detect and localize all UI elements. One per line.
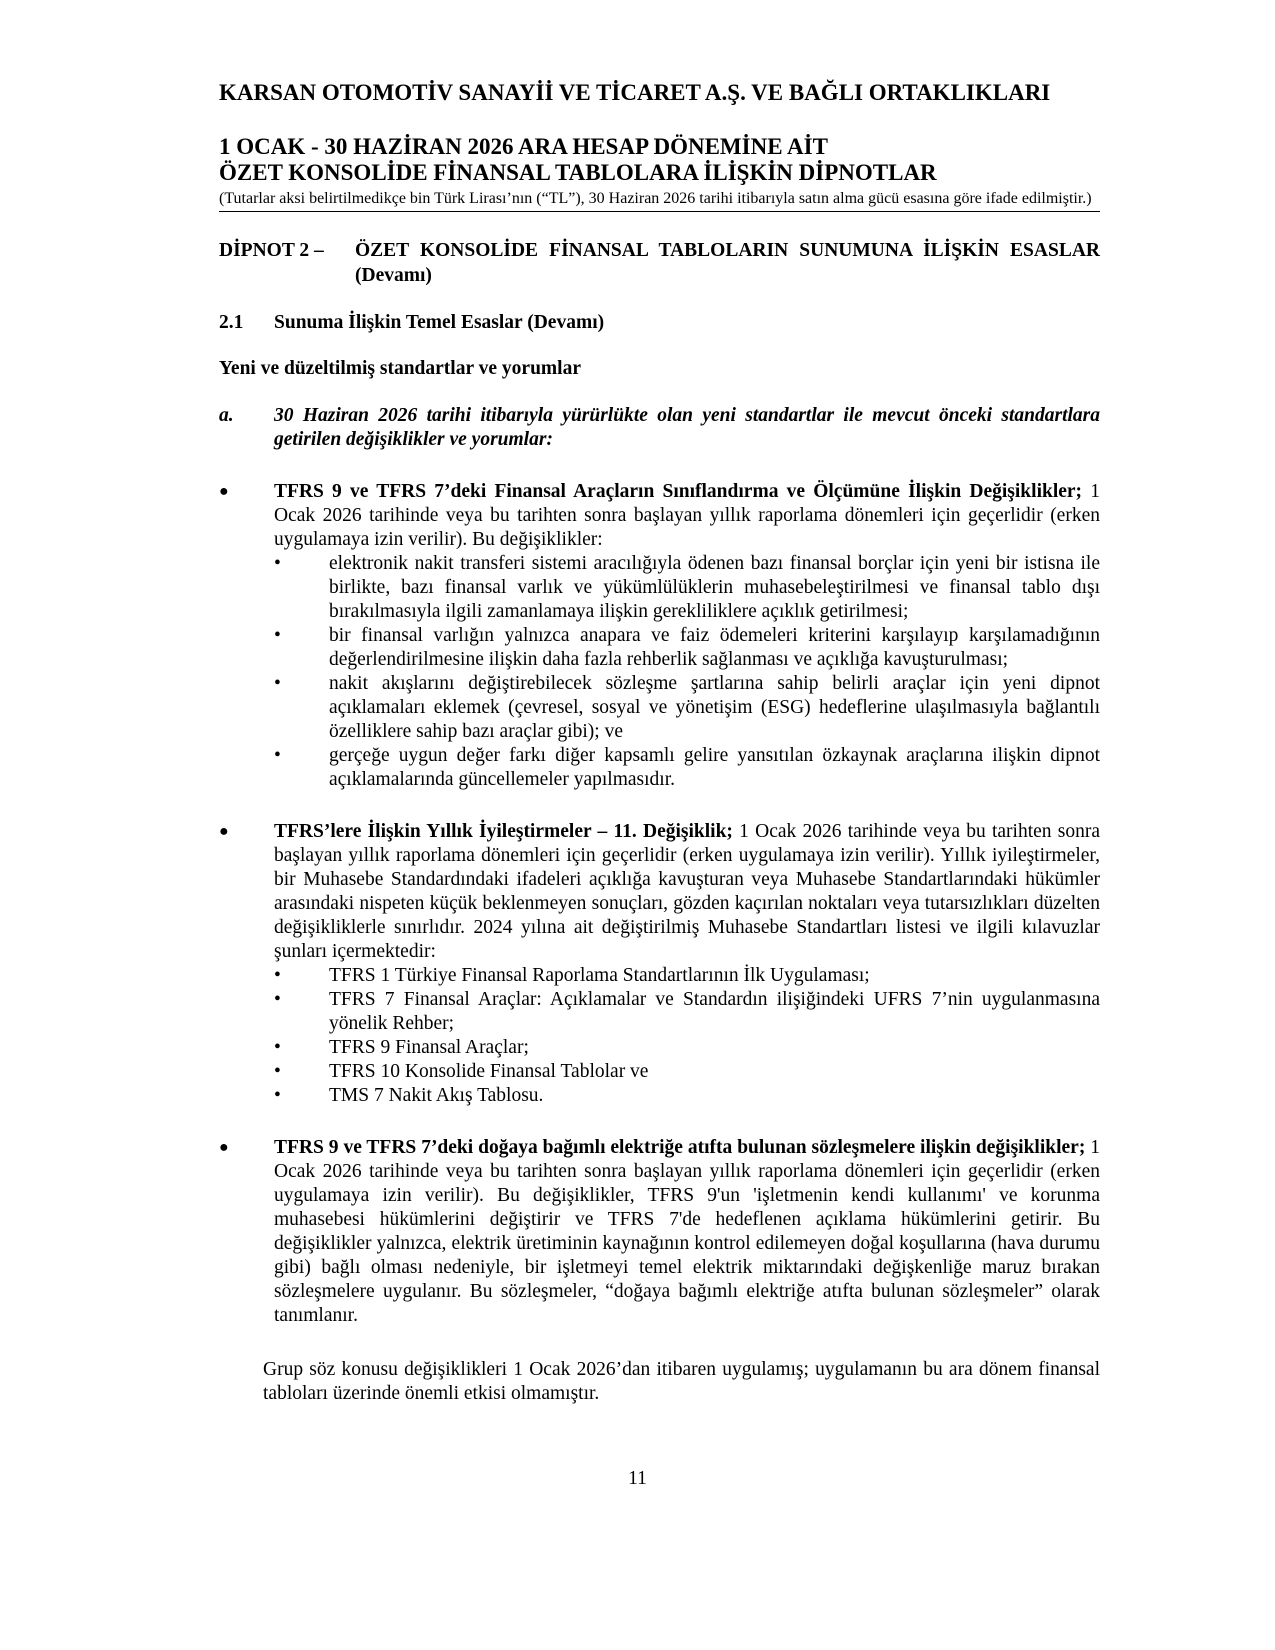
sub-list-text: TFRS 7 Finansal Araçlar: Açıklamalar ve Standardın ilişiğindeki UFRS 7’nin uygulanmasına yönelik Rehber;	[329, 989, 1100, 1034]
bullet-icon: ●	[219, 1139, 229, 1156]
sub-bullet-icon: •	[274, 673, 281, 694]
amendment-body	[274, 480, 1100, 792]
sub-list-item	[274, 1060, 1100, 1084]
sub-bullet-icon: •	[274, 965, 281, 986]
paragraph-letter: a.	[219, 405, 234, 426]
sub-list-item	[274, 1036, 1100, 1060]
sub-list-text: gerçeğe uygun değer farkı diğer kapsamlı gelire yansıtılan özkaynak araçlarına ilişkin dipnot açıklamalarında güncellemeler yapılmasıdır.	[329, 745, 1100, 790]
sub-bullet-icon: •	[274, 1037, 281, 1058]
sub-list	[274, 552, 1100, 792]
amendment-item	[219, 1136, 1100, 1328]
amendment-paragraph	[274, 820, 1100, 964]
sub-list-item	[274, 964, 1100, 988]
amendment-body	[274, 820, 1100, 1108]
amendment-title: TFRS 9 ve TFRS 7’deki doğaya bağımlı elektriğe atıfta bulunan sözleşmelere ilişkin değişiklikler;	[274, 1137, 1086, 1158]
sub-list-text: TFRS 10 Konsolide Finansal Tablolar ve	[329, 1061, 649, 1082]
sub-list-item	[274, 672, 1100, 744]
sub-bullet-icon: •	[274, 1085, 281, 1106]
sub-list-text: elektronik nakit transferi sistemi aracılığıyla ödenen bazı finansal borçlar için yeni bir istisna ile birlikte, bazı finansal varlık ve yükümlülüklerin muhasebeleştirilmesi ve finansal tablo dışı bırakılmasıyla ilgili zamanlamaya ilişkin gerekliliklere açıklık getirilmesi;	[329, 553, 1100, 622]
subheading: Yeni ve düzeltilmiş standartlar ve yorumlar	[219, 358, 581, 379]
sub-list-item	[274, 624, 1100, 672]
page-number: 11	[628, 1468, 647, 1489]
units-note: (Tutarlar aksi belirtilmedikçe bin Türk Lirası’nın (“TL”), 30 Haziran 2026 tarihi itibarıyla satın alma gücü esasına göre ifade edilmiştir.)	[219, 189, 1100, 212]
note-heading	[219, 238, 1100, 288]
amendment-paragraph	[274, 1136, 1100, 1328]
amendment-paragraph	[274, 480, 1100, 552]
sub-list-item	[274, 1084, 1100, 1108]
sub-list-text: nakit akışlarını değiştirebilecek sözleşme şartlarına sahip belirli araçlar için yeni dipnot açıklamaları eklemek (çevresel, sosyal ve yönetişim (ESG) hedeflerine ulaşılmasıyla bağlantılı özelliklere sahip bazı araçlar gibi); ve	[329, 673, 1100, 742]
sub-bullet-icon: •	[274, 1061, 281, 1082]
amendment-title: TFRS 9 ve TFRS 7’deki Finansal Araçların Sınıflandırma ve Ölçümüne İlişkin Değişiklikler;	[274, 481, 1083, 502]
section-title: Sunuma İlişkin Temel Esaslar (Devamı)	[274, 312, 605, 333]
document-page	[219, 80, 1100, 1406]
sub-bullet-icon: •	[274, 745, 281, 766]
sub-bullet-icon: •	[274, 989, 281, 1010]
sub-list	[274, 964, 1100, 1108]
report-title-line-1: 1 OCAK - 30 HAZİRAN 2026 ARA HESAP DÖNEMİNE AİT	[219, 134, 828, 159]
amendment-body	[274, 1136, 1100, 1328]
report-title	[219, 134, 1100, 186]
sub-list-item	[274, 988, 1100, 1036]
sub-list-text: TFRS 1 Türkiye Finansal Raporlama Standartlarının İlk Uygulaması;	[329, 965, 870, 986]
section-number: 2.1	[219, 312, 244, 333]
sub-list-item	[274, 552, 1100, 624]
sub-list-item	[274, 744, 1100, 792]
amendment-list	[219, 480, 1100, 1328]
amendment-item	[219, 480, 1100, 792]
paragraph-a	[219, 404, 1100, 452]
paragraph-a-text: 30 Haziran 2026 tarihi itibarıyla yürürlükte olan yeni standartlar ile mevcut önceki standartlara getirilen değişiklikler ve yorumlar:	[274, 405, 1100, 450]
company-name: KARSAN OTOMOTİV SANAYİİ VE TİCARET A.Ş. VE BAĞLI ORTAKLIKLARI	[219, 80, 1051, 105]
note-number: DİPNOT 2 –	[219, 240, 324, 261]
amendment-item	[219, 820, 1100, 1108]
sub-list-text: TFRS 9 Finansal Araçlar;	[329, 1037, 529, 1058]
note-title: ÖZET KONSOLİDE FİNANSAL TABLOLARIN SUNUMUNA İLİŞKİN ESASLAR (Devamı)	[355, 240, 1100, 286]
sub-bullet-icon: •	[274, 625, 281, 646]
section-heading	[219, 312, 1100, 334]
closing-paragraph: Grup söz konusu değişiklikleri 1 Ocak 2026’dan itibaren uygulamış; uygulamanın bu ara dönem finansal tabloları üzerinde önemli etkisi olmamıştır.	[263, 1359, 1100, 1404]
bullet-icon: ●	[219, 483, 229, 500]
sub-list-text: TMS 7 Nakit Akış Tablosu.	[329, 1085, 544, 1106]
amendment-title: TFRS’lere İlişkin Yıllık İyileştirmeler – 11. Değişiklik;	[274, 821, 733, 842]
report-title-line-2: ÖZET KONSOLİDE FİNANSAL TABLOLARA İLİŞKİN DİPNOTLAR	[219, 160, 937, 185]
sub-bullet-icon: •	[274, 553, 281, 574]
bullet-icon: ●	[219, 823, 229, 840]
amendment-text: 1 Ocak 2026 tarihinde veya bu tarihten sonra başlayan yıllık raporlama dönemleri için geçerlidir (erken uygulamaya izin verilir). Yıllık iyileştirmeler, bir Muhasebe Standardındaki ifadeleri açıklığa kavuşturan veya Muhasebe Standartlarındaki hükümler arasındaki nispeten küçük beklenmeyen sonuçları, gözden kaçırılan noktaları veya tutarsızlıkları düzelten değişikliklerle sınırlıdır. 2024 yılına ait değiştirilmiş Muhasebe Standartları listesi ve ilgili kılavuzlar şunları içermektedir:	[274, 821, 1100, 962]
amendment-text: 1 Ocak 2026 tarihinde veya bu tarihten sonra başlayan yıllık raporlama dönemleri için geçerlidir (erken uygulamaya izin verilir). Bu değişiklikler, TFRS 9'un 'işletmenin kendi kullanımı' ve korunma muhasebesi hükümlerini değiştirir ve TFRS 7'de hedeflenen açıklama hükümlerini getirir. Bu değişiklikler yalnızca, elektrik üretiminin kaynağının kontrol edilemeyen doğal koşullarına (hava durumu gibi) bağlı olması nedeniyle, bir işletmeyi temel elektrik miktarındaki değişkenliğe maruz bırakan sözleşmelere uygulanır. Bu sözleşmeler, “doğaya bağımlı elektriğe atıfta bulunan sözleşmeler” olarak tanımlanır.	[274, 1137, 1101, 1326]
amendment-text: 1 Ocak 2026 tarihinde veya bu tarihten sonra başlayan yıllık raporlama dönemleri için geçerlidir (erken uygulamaya izin verilir). Bu değişiklikler:	[274, 481, 1101, 550]
sub-list-text: bir finansal varlığın yalnızca anapara ve faiz ödemeleri kriterini karşılayıp karşılamadığının değerlendirilmesine ilişkin daha fazla rehberlik sağlanması ve açıklığa kavuşturulması;	[329, 625, 1100, 670]
